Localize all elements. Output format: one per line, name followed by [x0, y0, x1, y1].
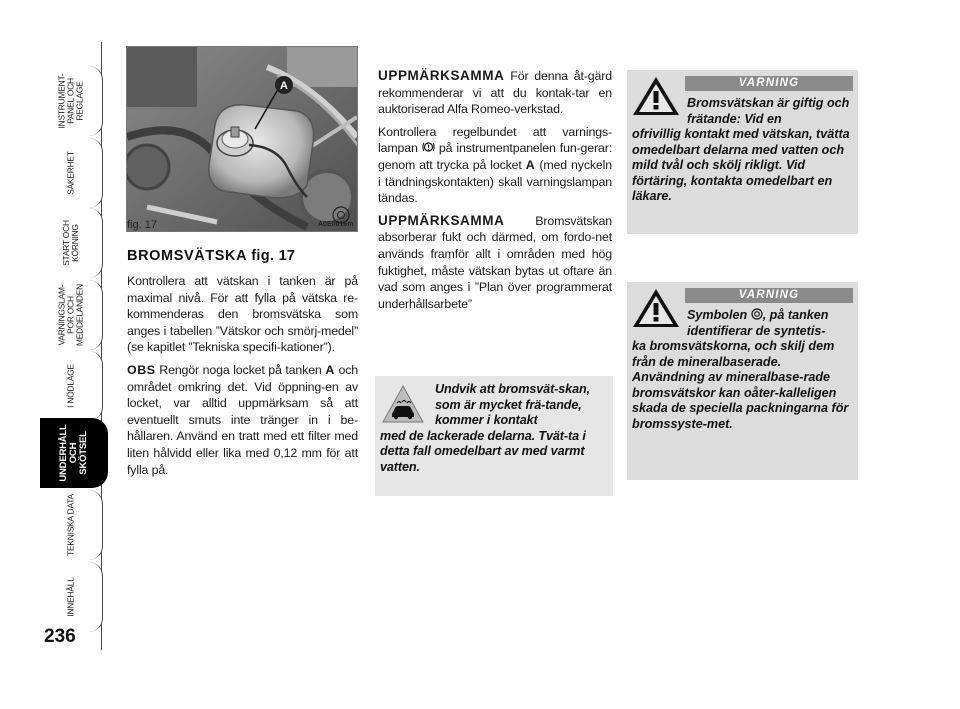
figure-caption: fig. 17: [127, 219, 157, 231]
warning-badge: VARNING: [685, 288, 853, 303]
heading-fig-ref: fig. 17: [251, 248, 296, 264]
heading-text: BROMSVÄTSKA: [127, 248, 247, 264]
warning-text: [632, 96, 854, 205]
tab-label: INNEHÅLL: [65, 577, 76, 617]
obs-ref: A: [325, 362, 335, 377]
attention-paragraph-2: [378, 213, 612, 313]
tab-label: START OCH KÖRNING: [61, 220, 80, 266]
figure-code: A0E0016m: [318, 221, 354, 228]
tab-label: TEKNISKA DATA: [65, 494, 76, 556]
tab-underhall-och-skotsel[interactable]: [40, 418, 108, 488]
chapter-sidebar: [0, 0, 110, 709]
tab-label: SÄKERHET: [65, 151, 76, 195]
section-heading: [127, 248, 295, 264]
warning-line-1b: , på tanken identifierar de syntetis-: [687, 308, 829, 338]
warning-line-1a: Symbolen: [687, 308, 748, 322]
tab-label: INSTRUMENT- PANEL OCH REGLAGE: [56, 73, 85, 129]
caution-line-1: Undvik att bromsvät-skan, som är mycket frä-tande, kommer i kontakt: [435, 382, 590, 428]
tab-tekniska-data[interactable]: [40, 490, 102, 560]
caution-text: [380, 382, 608, 476]
obs-text-b: och området omkring det. Vid öppning-en av locket, var alltid uppmärksam så att eventuellt smuts inte tränger in i be-hållaren. Använd en tratt med ett filter med liten hålvidd eller lika med 0,12 mm för att fylla på.: [127, 362, 359, 477]
warning-badge: VARNING: [685, 76, 853, 91]
tab-varningslampor[interactable]: [40, 280, 102, 350]
warning-line-2: ofrivillig kontakt med vätskan, tvätta omedelbart delarna med vatten och mild tvål och skölj rikligt. Vid förtäring, kontakta omedelbart en läkare.: [632, 127, 850, 203]
tab-start-och-korning[interactable]: [40, 208, 102, 278]
brake-warning-lamp-icon: [422, 141, 435, 153]
obs-paragraph: [127, 362, 358, 478]
obs-label: OBS: [127, 362, 156, 377]
para-text-a: Kontrollera regelbundet att varnings-lampan: [378, 124, 612, 156]
brake-fluid-reservoir-photo: [126, 46, 358, 232]
tab-instrumentpanel[interactable]: [40, 66, 102, 136]
warning-line-1: [632, 308, 854, 339]
attention-text: Bromsvätskan absorberar fukt och därmed, om fordo-net används framför allt i områden med hög fuktighet, måste vätskan bytas ut oftare än vad som anges i ”Plan över programmerat underhållsarbete”: [378, 213, 612, 311]
tab-i-nodlage[interactable]: [40, 351, 102, 421]
marker-label: A: [280, 80, 288, 92]
caution-box: [375, 376, 613, 496]
tab-label: VARNINGSLAM- POR OCH MEDDELANDEN: [56, 283, 85, 347]
attention-paragraph-1: [378, 68, 612, 118]
attention-text: För denna åt-gärd rekommenderar vi att du kontak-tar en auktoriserad Alfa Romeo-verkstad.: [378, 69, 613, 117]
tab-label: UNDERHÅLL OCH SKÖTSEL: [58, 424, 89, 482]
warning-line-1: Bromsvätskan är giftig och frätande: Vid en: [687, 96, 850, 126]
para-ref: A: [525, 157, 536, 172]
obs-text-a: Rengör noga locket på tanken: [159, 362, 322, 377]
warning-lamp-paragraph: [378, 124, 612, 207]
page-number: 236: [44, 626, 76, 647]
intro-paragraph: Kontrollera att vätskan i tanken är på maximal nivå. För att fylla på vätska re-kommenderas den bromsvätska som anges i tabellen ”Vätskor och smörj-medel” (se kapitlet ”Tekniska specifi-kationer”).: [127, 274, 358, 355]
attention-label: UPPMÄRKSAMMA: [378, 212, 505, 228]
warning-box-synthetic-fluid: [627, 282, 858, 480]
left-column: [127, 273, 358, 484]
warning-text: [632, 308, 854, 432]
tab-innehall[interactable]: [40, 562, 102, 632]
tab-sakerhet[interactable]: [40, 138, 102, 208]
warning-line-2: ka bromsvätskorna, och skilj dem från de mineralbaserade. Användning av mineralbase-rade bromsvätskor kan oåter-kalleligen skada de speciella packningarna för bromssyste-met.: [632, 339, 849, 431]
warning-box-poison: [627, 70, 858, 234]
para-text-b: på instrumentpanelen fun-gerar: genom att trycka på locket: [378, 141, 613, 172]
attention-label: UPPMÄRKSAMMA: [378, 68, 505, 83]
middle-column: [378, 68, 612, 318]
synthetic-fluid-symbol-icon: [751, 308, 763, 320]
para-text-c: (med nyckeln i tändningskontakten) skall varningslampan tändas.: [378, 157, 613, 206]
tab-label: I NÖDLÄGE: [65, 364, 76, 408]
caution-line-2: med de lackerade delarna. Tvät-ta i detta fall omedelbart av med varmt vatten.: [380, 428, 586, 474]
